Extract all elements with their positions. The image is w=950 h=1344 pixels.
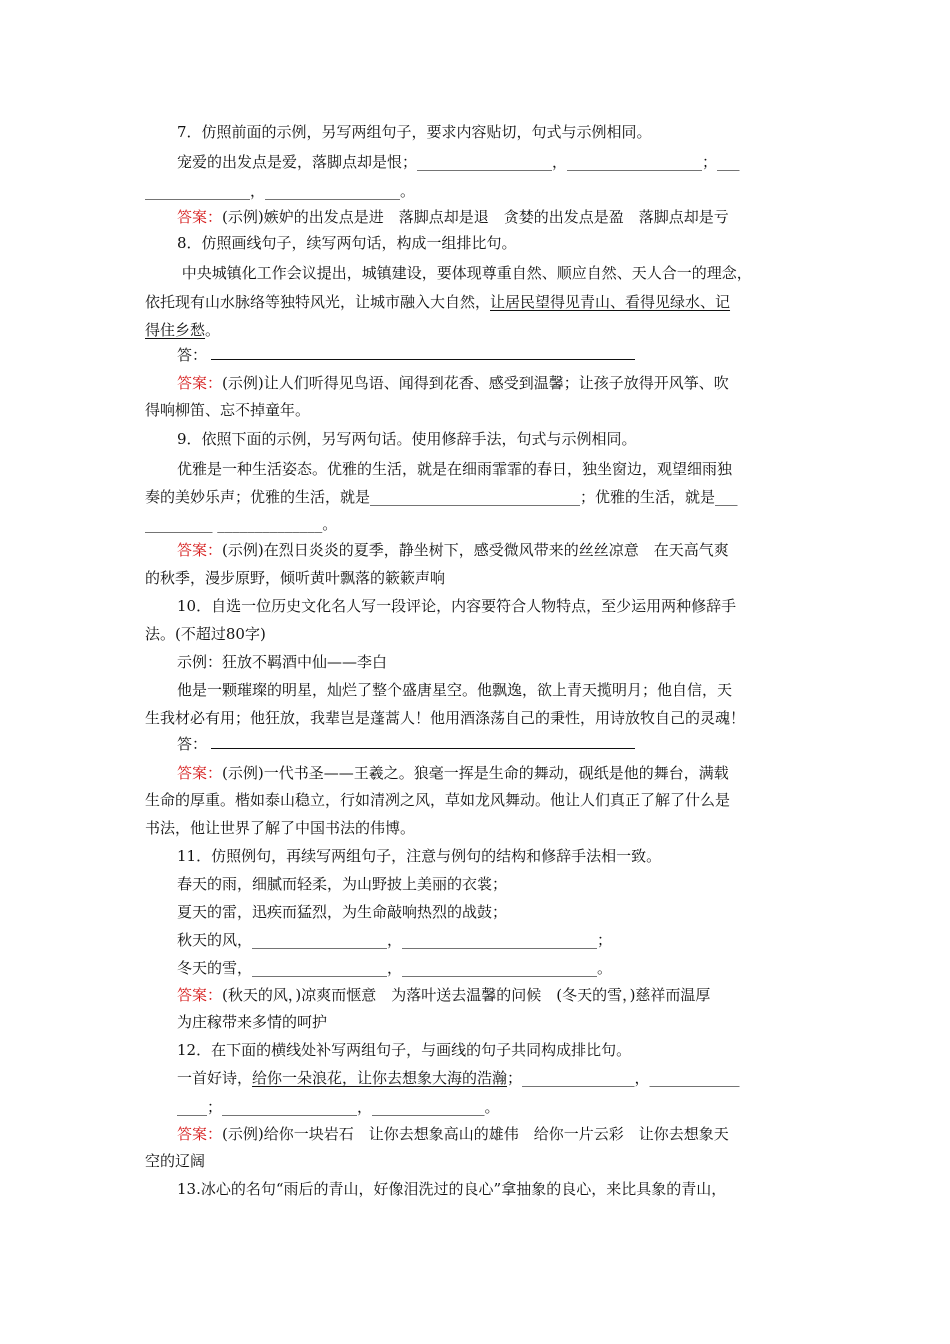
answer-label: 答案： <box>177 208 223 226</box>
line-text: 秋天的风，__________________，__________________________； <box>177 931 613 949</box>
text-line <box>177 1179 726 1199</box>
text-line <box>177 652 387 672</box>
line-text: (示例)一代书圣——王羲之。狼毫一挥是生命的舞动，砚纸是他的舞台，满载 <box>222 764 729 782</box>
line-text: 得响柳笛、忘不掉童年。 <box>145 401 311 419</box>
line-text: 的秋季，漫步原野，倾听黄叶飘落的簌簌声响 <box>145 569 446 587</box>
line-text: ______________，__________________。 <box>145 182 416 200</box>
text-line <box>177 233 517 253</box>
line-text: 示例：狂放不羁酒中仙——李白 <box>177 653 388 671</box>
text-line <box>177 734 635 754</box>
line-text: 空的辽阔 <box>145 1152 206 1170</box>
text-line <box>177 1068 740 1088</box>
line-text: 13.冰心的名句“雨后的青山，好像泪洗过的良心”拿抽象的良心，来比具象的青山， <box>177 1180 727 1198</box>
text-line <box>145 818 415 838</box>
text-line <box>145 181 415 201</box>
answer-label: 答案： <box>177 986 223 1004</box>
text-line <box>177 902 507 922</box>
text-line <box>145 708 745 728</box>
text-line <box>145 292 730 312</box>
line-text: (示例)让人们听得见鸟语、闻得到花香、感受到温馨；让孩子放得开风筝、吹 <box>222 374 729 392</box>
text-line <box>145 400 310 420</box>
line-text: (秋天的风，)凉爽而惬意 为落叶送去温馨的问候 (冬天的雪，)慈祥而温厚 <box>222 986 711 1004</box>
line-text: 一首好诗， <box>177 1069 253 1087</box>
text-line <box>177 1040 631 1060</box>
text-line <box>177 958 612 978</box>
answer-label: 答案： <box>177 374 223 392</box>
line-text: 冬天的雪，__________________，__________________________。 <box>177 959 613 977</box>
text-line <box>145 514 337 534</box>
text-line <box>177 846 661 866</box>
text-line <box>145 790 730 810</box>
text-line <box>177 985 710 1005</box>
underlined-text: 给你一朵浪花，让你去想象大海的浩瀚 <box>252 1069 508 1087</box>
line-text: 中央城镇化工作会议提出，城镇建设，要体现尊重自然、顺应自然、天人合一的理念， <box>177 264 752 282</box>
text-line <box>177 1012 327 1032</box>
line-text: 10．自选一位历史文化名人写一段评论，内容要符合人物特点，至少运用两种修辞手 <box>177 597 737 615</box>
text-line <box>177 1097 500 1117</box>
line-text: 。 <box>205 321 221 339</box>
line-text: 生我材必有用；他狂放，我辈岂是蓬蒿人！他用酒涤荡自己的秉性，用诗放牧自己的灵魂！ <box>145 709 746 727</box>
line-text: 生命的厚重。楷如泰山稳立，行如清冽之风，草如龙风舞动。他让人们真正了解了什么是 <box>145 791 731 809</box>
underlined-text: 让居民望得见青山、看得见绿水、记 <box>490 293 731 311</box>
text-line <box>177 429 637 449</box>
line-text: 12．在下面的横线处补写两组句子，与画线的句子共同构成排比句。 <box>177 1041 632 1059</box>
text-line <box>177 596 736 616</box>
line-text: 奏的美妙乐声；优雅的生活，就是____________________________；优雅的生活，就是___ <box>145 488 738 506</box>
line-text: ；_______________，____________ <box>507 1069 740 1087</box>
text-line <box>145 568 445 588</box>
text-line <box>145 487 738 507</box>
line-text: ____；__________________，_______________。 <box>177 1098 500 1116</box>
line-text: (示例)嫉妒的出发点是进 落脚点却是退 贪婪的出发点是盈 落脚点却是亏 <box>222 208 729 226</box>
text-line <box>177 345 635 365</box>
line-text: 依托现有山水脉络等独特风光，让城市融入大自然， <box>145 293 491 311</box>
line-text: 为庄稼带来多情的呵护 <box>177 1013 328 1031</box>
text-line <box>177 207 729 227</box>
line-text: 9．依照下面的示例，另写两句话。使用修辞手法，句式与示例相同。 <box>177 430 637 448</box>
line-text: 8．仿照画线句子，续写两句话，构成一组排比句。 <box>177 234 517 252</box>
line-text: 11．仿照例句，再续写两组句子，注意与例句的结构和修辞手法相一致。 <box>177 847 662 865</box>
line-text: 7．仿照前面的示例，另写两组句子，要求内容贴切，句式与示例相同。 <box>177 123 652 141</box>
text-line <box>177 763 729 783</box>
text-line <box>177 1124 729 1144</box>
underlined-text: 得住乡愁 <box>145 321 206 339</box>
line-text: 夏天的雷，迅疾而猛烈，为生命敲响热烈的战鼓； <box>177 903 508 921</box>
line-text: 春天的雨，细腻而轻柔，为山野披上美丽的衣裳； <box>177 875 508 893</box>
answer-label: 答案： <box>177 541 223 559</box>
line-text: 他是一颗璀璨的明星，灿烂了整个盛唐星空。他飘逸，欲上青天揽明月；他自信，天 <box>177 681 733 699</box>
text-line <box>177 680 732 700</box>
text-line <box>177 122 652 142</box>
line-text: 优雅是一种生活姿态。优雅的生活，就是在细雨霏霏的春日，独坐窗边，观望细雨独 <box>177 460 733 478</box>
answer-blank-line[interactable] <box>211 345 635 360</box>
line-text: (示例)给你一块岩石 让你去想象高山的雄伟 给你一片云彩 让你去想象天 <box>222 1125 729 1143</box>
text-line <box>145 320 220 340</box>
text-line <box>177 152 740 172</box>
line-text: 宠爱的出发点是爱，落脚点却是恨；__________________，__________________；___ <box>177 153 740 171</box>
line-text: 答： <box>177 735 208 753</box>
answer-blank-line[interactable] <box>211 734 635 749</box>
text-line <box>177 263 752 283</box>
line-text: (示例)在烈日炎炎的夏季，静坐树下，感受微风带来的丝丝凉意 在天高气爽 <box>222 541 729 559</box>
text-line <box>145 624 266 644</box>
text-line <box>177 373 729 393</box>
text-line <box>177 540 729 560</box>
answer-label: 答案： <box>177 764 223 782</box>
line-text: 书法，他让世界了解了中国书法的伟博。 <box>145 819 416 837</box>
text-line <box>145 1151 205 1171</box>
answer-label: 答案： <box>177 1125 223 1143</box>
line-text: 法。(不超过80字) <box>145 625 266 643</box>
text-line <box>177 459 732 479</box>
text-line <box>177 874 507 894</box>
line-text: 答： <box>177 346 208 364</box>
text-line <box>177 930 612 950</box>
line-text: _________ ______________。 <box>145 515 338 533</box>
